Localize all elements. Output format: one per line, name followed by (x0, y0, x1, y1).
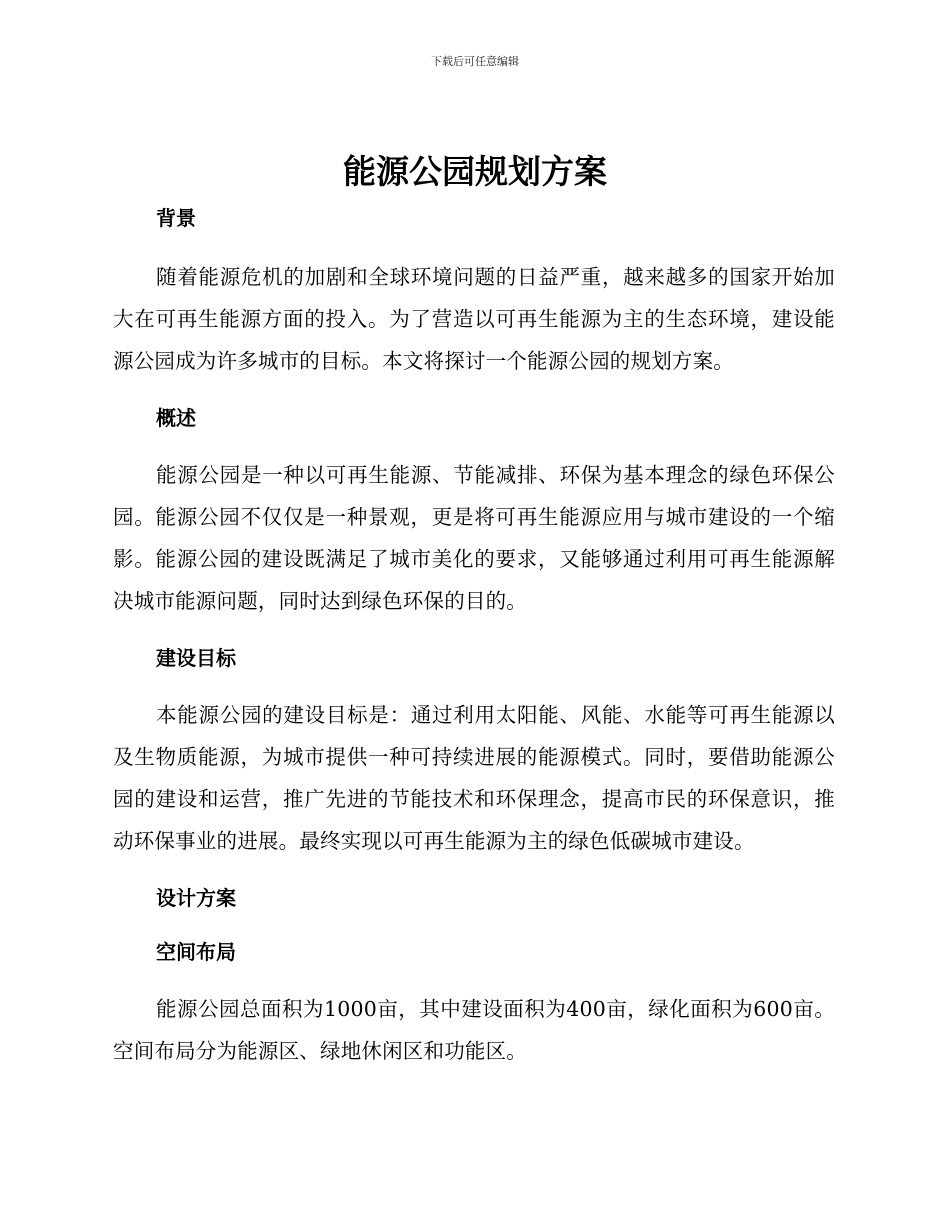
header-note: 下载后可任意编辑 (431, 55, 519, 68)
paragraph-layout: 能源公园总面积为1000亩，其中建设面积为400亩，绿化面积为600亩。空间布局分为能源区、绿地休闲区和功能区。 (113, 997, 835, 1063)
document-title: 能源公园规划方案 (343, 152, 607, 191)
section-heading-layout: 空间布局 (156, 940, 236, 964)
section-heading-overview: 概述 (156, 406, 196, 430)
section-heading-goals: 建设目标 (156, 646, 236, 670)
paragraph-goals: 本能源公园的建设目标是：通过利用太阳能、风能、水能等可再生能源以及生物质能源，为城市提供一种可持续进展的能源模式。同时，要借助能源公园的建设和运营，推广先进的节能技术和环保理念，提高市民的环保意识，推动环保事业的进展。最终实现以可再生能源为主的绿色低碳城市建设。 (113, 703, 835, 853)
paragraph-overview: 能源公园是一种以可再生能源、节能减排、环保为基本理念的绿色环保公园。能源公园不仅仅是一种景观，更是将可再生能源应用与城市建设的一个缩影。能源公园的建设既满足了城市美化的要求，又能够通过利用可再生能源解决城市能源问题，同时达到绿色环保的目的。 (113, 463, 835, 613)
paragraph-background: 随着能源危机的加剧和全球环境问题的日益严重，越来越多的国家开始加大在可再生能源方面的投入。为了营造以可再生能源为主的生态环境，建设能源公园成为许多城市的目标。本文将探讨一个能源公园的规划方案。 (113, 265, 835, 373)
section-heading-background: 背景 (156, 206, 196, 230)
document-body (113, 204, 835, 1072)
section-heading-design: 设计方案 (156, 886, 236, 910)
